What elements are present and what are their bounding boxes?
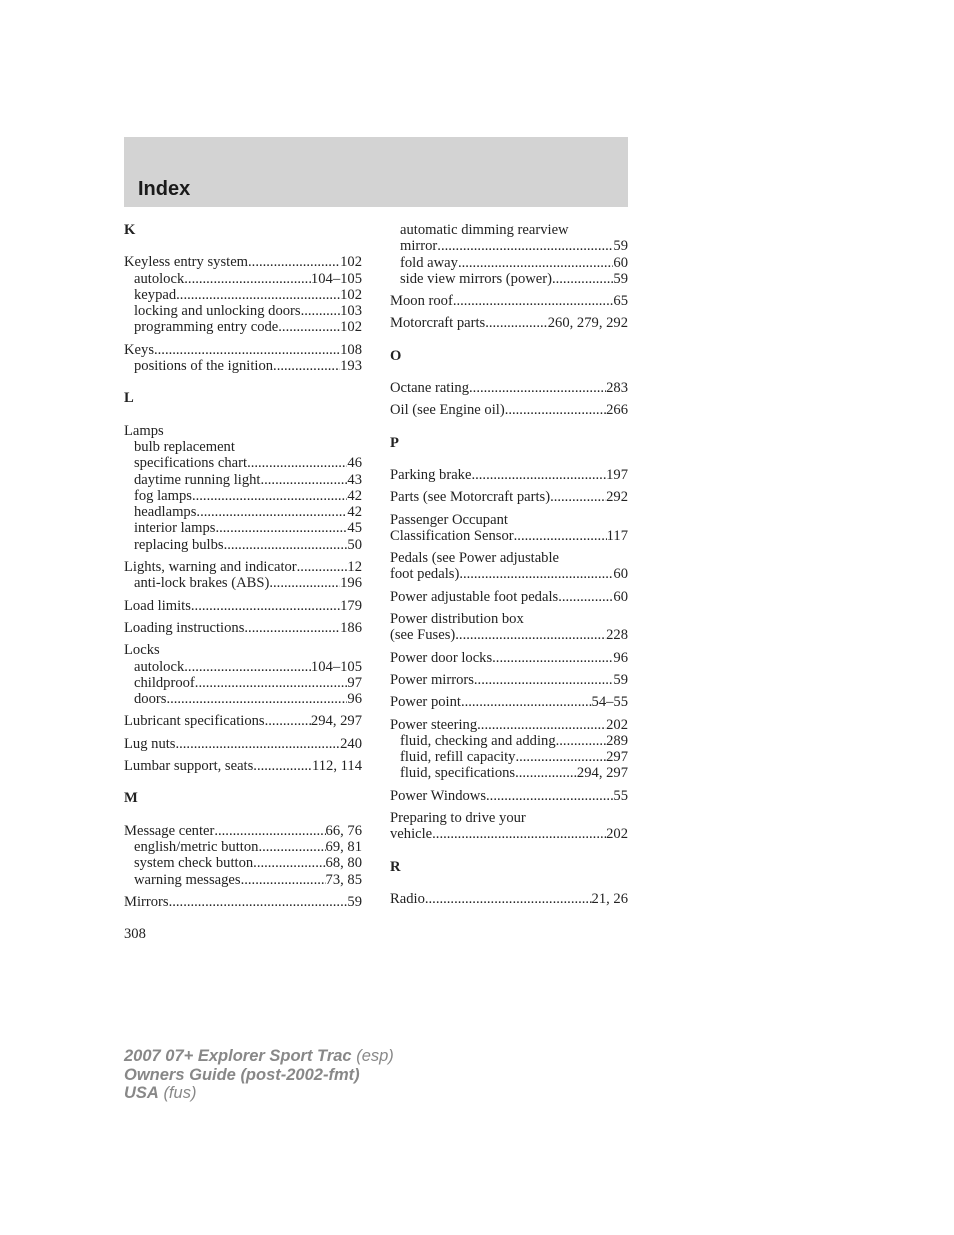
entry-page-ref: 21, 26 [591,890,628,907]
index-entry-line [390,489,628,505]
entry-text: Locks [124,642,160,659]
dot-leader [278,319,340,335]
entry-text: Passenger Occupant [390,511,508,528]
index-section-letter: O [390,347,402,364]
dot-leader [244,620,340,636]
entry-text: mirror [400,238,438,255]
entry-page-ref: 102 [340,286,362,303]
dot-leader [486,788,613,804]
index-entry-line [390,293,628,309]
index-entry [124,894,362,910]
dot-leader [437,238,613,254]
dot-leader [215,520,347,536]
index-entry [390,891,628,907]
entry-text: Lumbar support, seats [124,758,254,775]
entry-page-ref: 96 [347,691,362,708]
entry-page-ref: 104–105 [310,658,362,675]
dot-leader [492,650,613,666]
entry-text: anti-lock brakes (ABS) [134,575,270,592]
index-subentry [124,855,362,871]
index-entry [390,222,628,287]
entry-page-ref: 12 [347,559,362,576]
dot-leader [514,528,607,544]
index-entry-line [390,467,628,483]
dot-leader [176,287,340,303]
footer-guide: Owners Guide (post-2002-fmt) [124,1065,360,1084]
entry-page-ref: 66, 76 [325,822,362,839]
entry-text: Moon roof [390,293,453,310]
index-subentry [124,358,362,374]
index-subentry [124,520,362,536]
entry-text: fog lamps [134,487,192,504]
dot-leader [297,559,348,575]
index-entry [390,315,628,331]
entry-page-ref: 104–105 [310,270,362,287]
header-band [124,137,628,207]
index-subentry [124,691,362,707]
entry-page-ref: 108 [340,341,362,358]
index-entry-line [390,788,628,804]
index-entry [124,254,362,335]
index-entry [124,758,362,774]
entry-text: Motorcraft parts [390,315,486,332]
entry-text: autolock [134,270,185,287]
entry-text: fold away [400,254,458,271]
index-entry-line [390,512,628,528]
entry-text: positions of the ignition [134,358,274,375]
entry-page-ref: 179 [340,597,362,614]
entry-text: system check button [134,855,254,872]
entry-text: autolock [134,658,185,675]
footer-line-1 [124,1047,394,1066]
index-entry [124,598,362,614]
index-subentry [124,472,362,488]
index-column-right [390,222,628,913]
index-section-letter: R [390,858,401,875]
entry-text: Octane rating [390,380,470,397]
entry-text: (see Fuses) [390,627,456,644]
entry-page-ref: 202 [606,716,628,733]
entry-page-ref: 283 [606,380,628,397]
dot-leader [166,691,347,707]
index-entry-line [390,717,628,733]
entry-page-ref: 96 [613,649,628,666]
index-entry-line [390,672,628,688]
index-entry-line [390,611,628,627]
index-subentry [124,287,362,303]
entry-text: keypad [134,286,177,303]
entry-page-ref: 42 [347,487,362,504]
index-subentry [390,255,628,271]
entry-text: interior lamps [134,520,216,537]
index-entry-line [390,694,628,710]
index-entry-line [390,566,628,582]
entry-text: Power adjustable foot pedals [390,588,559,605]
index-subentry [124,872,362,888]
entry-text: Mirrors [124,893,169,910]
index-subentry [124,675,362,691]
index-entry-line [124,736,362,752]
dot-leader [455,627,606,643]
entry-page-ref: 45 [347,520,362,537]
index-entry-line [124,598,362,614]
entry-text: Load limits [124,597,191,614]
entry-text: programming entry code [134,319,279,336]
dot-leader [550,489,606,505]
index-entry [124,559,362,592]
dot-leader [515,749,606,765]
index-entry-line [390,380,628,396]
entry-page-ref: 65 [613,293,628,310]
dot-leader [552,271,613,287]
dot-leader [459,566,613,582]
dot-leader [461,694,592,710]
entry-text: foot pedals) [390,566,460,583]
entry-text: vehicle [390,826,433,843]
entry-page-ref: 46 [347,455,362,472]
index-entry [124,736,362,752]
entry-page-ref: 42 [347,504,362,521]
entry-page-ref: 292 [606,489,628,506]
entry-page-ref: 186 [340,619,362,636]
index-entry-line [390,891,628,907]
entry-text: replacing bulbs [134,536,224,553]
dot-leader [425,891,592,907]
index-entry-line [124,620,362,636]
footer-market: USA [124,1084,159,1102]
entry-text: Classification Sensor [390,527,514,544]
entry-text: Keys [124,341,154,358]
index-entry-line [390,315,628,331]
index-entry [390,489,628,505]
entry-page-ref: 60 [613,566,628,583]
entry-text: warning messages [134,871,241,888]
index-subentry [124,455,362,471]
index-entry-line [390,810,628,826]
index-entry-line [124,642,362,658]
dot-leader [192,488,347,504]
index-subentry [390,271,628,287]
dot-leader [253,758,312,774]
entry-page-ref: 112, 114 [312,758,362,775]
dot-leader [471,467,606,483]
index-entry-line [390,550,628,566]
entry-page-ref: 59 [613,671,628,688]
entry-text: doors [134,691,167,708]
dot-leader [248,254,340,270]
dot-leader [241,872,326,888]
dot-leader [432,826,606,842]
entry-page-ref: 60 [613,254,628,271]
dot-leader [195,675,348,691]
entry-page-ref: 240 [340,735,362,752]
index-entry-line [390,589,628,605]
index-section-letter: L [124,390,134,407]
entry-text: fluid, specifications [400,765,516,782]
dot-leader [474,672,614,688]
index-entry-line [124,823,362,839]
entry-page-ref: 202 [606,826,628,843]
entry-page-ref: 117 [606,527,628,544]
entry-text: fluid, checking and adding [400,732,556,749]
dot-leader [184,659,311,675]
dot-leader [191,598,340,614]
entry-text: locking and unlocking doors [134,303,301,320]
entry-text: Message center [124,822,215,839]
entry-text: Power point [390,694,461,711]
entry-page-ref: 97 [347,674,362,691]
dot-leader [505,402,606,418]
dot-leader [273,358,340,374]
entry-page-ref: 193 [340,358,362,375]
entry-page-ref: 68, 80 [325,855,362,872]
entry-page-ref: 294, 297 [310,713,362,730]
dot-leader [453,293,614,309]
index-subentry [390,222,628,238]
entry-page-ref: 103 [340,303,362,320]
entry-page-ref: 69, 81 [325,838,362,855]
document-footer [124,1047,394,1103]
entry-text: Pedals (see Power adjustable [390,550,559,567]
entry-text: Lights, warning and indicator [124,559,297,576]
dot-leader [196,504,347,520]
entry-text: Parking brake [390,466,472,483]
dot-leader [214,823,325,839]
entry-text: Radio [390,890,425,907]
entry-page-ref: 55 [613,787,628,804]
entry-text: Lamps [124,422,164,439]
index-subentry [124,504,362,520]
entry-text: Loading instructions [124,619,245,636]
entry-text: headlamps [134,504,197,521]
entry-text: Power steering [390,716,478,733]
entry-page-ref: 102 [340,254,362,271]
entry-text: Parts (see Motorcraft parts) [390,489,551,506]
entry-page-ref: 54–55 [591,694,628,711]
index-entry [124,642,362,707]
index-entry-line [390,826,628,842]
entry-text: Preparing to drive your [390,810,526,827]
index-entry-line [390,650,628,666]
entry-page-ref: 59 [613,238,628,255]
index-entry [390,810,628,843]
index-subentry [124,488,362,504]
entry-page-ref: 59 [613,270,628,287]
index-subentry [124,839,362,855]
entry-page-ref: 196 [340,575,362,592]
index-entry-line [124,713,362,729]
index-entry [124,823,362,888]
dot-leader [260,472,347,488]
entry-page-ref: 102 [340,319,362,336]
entry-text: side view mirrors (power) [400,270,552,287]
index-subentry [124,439,362,455]
entry-text: english/metric button [134,838,259,855]
index-entry-line [390,627,628,643]
entry-page-ref: 73, 85 [325,871,362,888]
index-entry [390,717,628,782]
entry-text: daytime running light [134,471,261,488]
index-subentry [390,238,628,254]
index-entry [124,423,362,553]
index-section-letter: M [124,790,138,807]
page-number: 308 [124,926,146,942]
dot-leader [469,380,606,396]
page-title: Index [138,178,191,200]
entry-page-ref: 60 [613,588,628,605]
index-entry-line [124,559,362,575]
index-entry-line [124,342,362,358]
index-entry [390,611,628,644]
dot-leader [258,839,325,855]
entry-page-ref: 294, 297 [576,765,628,782]
entry-page-ref: 59 [347,893,362,910]
entry-page-ref: 43 [347,471,362,488]
dot-leader [175,736,340,752]
entry-text: Keyless entry system [124,254,249,271]
entry-text: childproof [134,674,195,691]
entry-page-ref: 228 [606,627,628,644]
dot-leader [556,733,606,749]
index-subentry [124,319,362,335]
entry-text: specifications chart [134,455,248,472]
entry-text: bulb replacement [134,438,235,455]
footer-market-code: (fus) [163,1084,197,1102]
index-subentry [124,303,362,319]
dot-leader [154,342,340,358]
dot-leader [485,315,548,331]
footer-model: 2007 07+ Explorer Sport Trac [124,1047,352,1065]
entry-page-ref: 297 [606,749,628,766]
index-entry [390,512,628,545]
dot-leader [515,765,577,781]
entry-page-ref: 50 [347,536,362,553]
index-section-letter: K [124,222,136,238]
footer-model-code: (esp) [356,1047,394,1065]
index-entry-line [390,528,628,544]
entry-page-ref: 197 [606,466,628,483]
footer-line-2 [124,1066,394,1085]
index-subentry [390,765,628,781]
index-subentry [124,659,362,675]
index-subentry [124,575,362,591]
entry-text: Power mirrors [390,671,474,688]
dot-leader [265,713,311,729]
index-entry-line [124,758,362,774]
index-entry [390,694,628,710]
index-entry [390,550,628,583]
index-entry [390,650,628,666]
entry-page-ref: 289 [606,732,628,749]
index-entry [390,402,628,418]
index-entry [390,293,628,309]
entry-text: Lubricant specifications [124,713,265,730]
index-entry-line [124,254,362,270]
entry-text: Lug nuts [124,735,176,752]
entry-text: Power distribution box [390,611,524,628]
index-entry [390,380,628,396]
index-column-left [124,222,362,916]
entry-text: Oil (see Engine oil) [390,402,505,419]
index-subentry [390,749,628,765]
index-subentry [124,537,362,553]
entry-page-ref: 260, 279, 292 [547,315,628,332]
index-subentry [390,733,628,749]
entry-text: automatic dimming rearview [400,222,569,238]
dot-leader [458,255,613,271]
index-entry [124,620,362,636]
dot-leader [558,589,613,605]
index-entry [390,788,628,804]
entry-text: fluid, refill capacity [400,749,516,766]
index-entry-line [390,402,628,418]
entry-text: Power Windows [390,787,487,804]
entry-text: Power door locks [390,649,493,666]
index-entry [390,672,628,688]
dot-leader [477,717,606,733]
dot-leader [169,894,348,910]
footer-line-3 [124,1084,394,1103]
dot-leader [301,303,341,319]
entry-page-ref: 266 [606,402,628,419]
dot-leader [224,537,348,553]
index-section-letter: P [390,434,399,451]
dot-leader [253,855,325,871]
index-entry [390,589,628,605]
index-entry [390,467,628,483]
index-entry-line [124,423,362,439]
index-subentry [124,271,362,287]
index-entry [124,713,362,729]
index-entry-line [124,894,362,910]
index-entry [124,342,362,375]
dot-leader [247,455,347,471]
dot-leader [269,575,340,591]
dot-leader [184,271,311,287]
